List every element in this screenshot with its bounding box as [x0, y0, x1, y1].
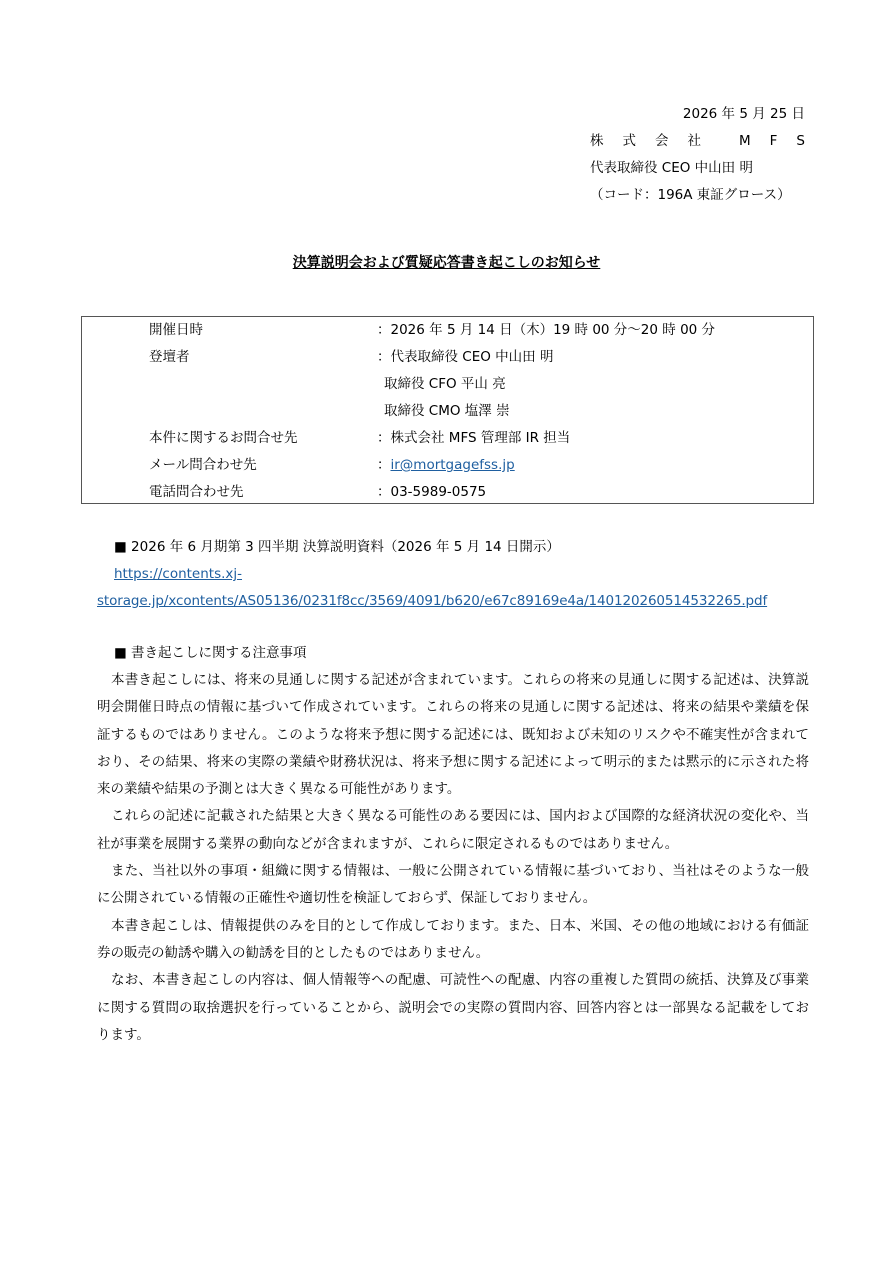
info-label: メール問合わせ先	[149, 457, 257, 473]
info-value: ：代表取締役 CEO 中山田 明	[377, 349, 554, 365]
stock-code: （コード：196A 東証グロース）	[590, 187, 791, 203]
notes-section	[97, 640, 809, 1049]
materials-heading: ■ 2026 年 6 月期第 3 四半期 決算説明資料（2026 年 5 月 14 日開示）	[114, 539, 560, 555]
info-row-datetime	[82, 317, 813, 344]
notes-heading: ■ 書き起こしに関する注意事項	[114, 645, 307, 661]
materials-link-continued[interactable]: storage.jp/xcontents/AS05136/0231f8cc/3569/4091/b620/e67c89169e4a/140120260514532265.pdf	[97, 593, 768, 609]
info-label: 登壇者	[149, 349, 190, 365]
info-value: ：2026 年 5 月 14 日（木）19 時 00 分～20 時 00 分	[377, 322, 716, 338]
notes-paragraph: なお、本書き起こしの内容は、個人情報等への配慮、可読性への配慮、内容の重複した質問の統括、決算及び事業に関する質問の取捨選択を行っていることから、説明会での実際の質問内容、回答内容とは一部異なる記載をしております。	[97, 972, 809, 1043]
info-label: 本件に関するお問合せ先	[149, 430, 298, 446]
email-link[interactable]: ir@mortgagefss.jp	[390, 457, 515, 473]
info-row-speakers	[82, 344, 813, 371]
info-row-email	[82, 452, 813, 479]
materials-link-line1	[97, 561, 809, 588]
info-value: 取締役 CFO 平山 亮	[384, 376, 506, 392]
notes-paragraph: 本書き起こしには、将来の見通しに関する記述が含まれています。これらの将来の見通しに関する記述は、決算説明会開催日時点の情報に基づいて作成されています。これらの将来の見通しに関する記述は、将来の結果や業績を保証するものではありません。このような将来予想に関する記述には、既知および未知のリスクや不確実性が含まれており、その結果、将来の実際の業績や財務状況は、将来予想に関する記述によって明示的または黙示的に示された将来の業績や結果の予測とは大きく異なる可能性があります。	[97, 672, 809, 798]
info-row-speaker-cmo	[82, 398, 813, 425]
info-value	[377, 452, 515, 479]
info-row-phone	[82, 479, 813, 506]
company-char: 社	[687, 133, 701, 149]
document-date: 2026 年 5 月 25 日	[682, 106, 805, 122]
company-name	[590, 131, 805, 158]
document-header	[590, 104, 805, 212]
materials-link[interactable]: https://contents.xj-	[114, 566, 243, 582]
company-char: 式	[622, 133, 636, 149]
page-title: 決算説明会および質疑応答書き起こしのお知らせ	[292, 255, 601, 271]
info-table	[81, 316, 814, 504]
notes-paragraph: 本書き起こしは、情報提供のみを目的として作成しております。また、日本、米国、その他の地域における有価証券の販売の勧誘や購入の勧誘を目的としたものではありません。	[97, 917, 809, 961]
info-value: 取締役 CMO 塩澤 崇	[384, 403, 510, 419]
materials-section	[97, 534, 809, 615]
colon: ：	[377, 457, 391, 473]
materials-link-line2	[97, 588, 809, 615]
company-char: 会	[655, 133, 669, 149]
info-value: ：株式会社 MFS 管理部 IR 担当	[377, 430, 571, 446]
info-value: ：03-5989-0575	[377, 484, 487, 500]
notes-paragraph: これらの記述に記載された結果と大きく異なる可能性のある要因には、国内および国際的な経済状況の変化や、当社が事業を展開する業界の動向などが含まれますが、これらに限定されるものではありません。	[97, 808, 809, 852]
notes-paragraph: また、当社以外の事項・組織に関する情報は、一般に公開されている情報に基づいており、当社はそのような一般に公開されている情報の正確性や適切性を検証しておらず、保証しておりません。	[97, 863, 809, 907]
info-row-speaker-cfo	[82, 371, 813, 398]
company-char: F	[769, 133, 778, 149]
info-row-contact	[82, 425, 813, 452]
company-char: S	[796, 133, 805, 149]
info-label: 電話問合わせ先	[149, 484, 244, 500]
company-char: M	[739, 133, 751, 149]
representative: 代表取締役 CEO 中山田 明	[590, 160, 753, 176]
info-label: 開催日時	[149, 322, 203, 338]
company-char: 株	[590, 133, 604, 149]
